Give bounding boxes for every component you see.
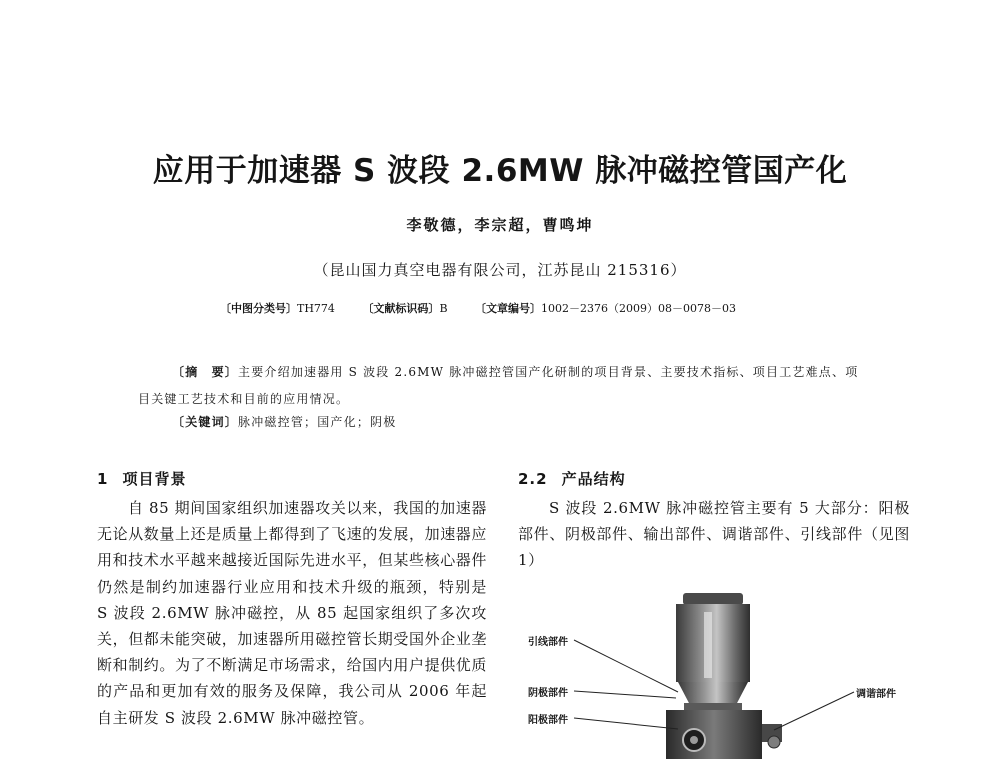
author-list: 李敬德，李宗超，曹鸣坤 (406, 216, 594, 234)
keywords-label: 〔关键词〕 (172, 415, 239, 429)
figure-label-lead: 引线部件 (528, 637, 568, 648)
clc-number (220, 299, 335, 319)
left-column (97, 464, 487, 731)
section-number: 2.2 (518, 470, 548, 488)
paper-title: 应用于加速器 S 波段 2.6MW 脉冲磁控管国产化 (152, 153, 848, 189)
section-title: 项目背景 (122, 470, 187, 488)
article-no-label: 〔文章编号〕 (475, 302, 542, 315)
section-heading-2-2 (518, 464, 910, 494)
section-number: 1 (97, 470, 109, 488)
article-number (475, 299, 736, 319)
right-column (518, 464, 910, 574)
document-code (362, 299, 447, 319)
tuning-leader-line (774, 692, 854, 730)
doc-code-label: 〔文献标识码〕 (362, 302, 440, 315)
doc-code-value: B (439, 302, 448, 315)
clc-label: 〔中图分类号〕 (220, 302, 297, 315)
figure-label-anode: 阳极部件 (528, 715, 568, 726)
figure-1-magnetron (518, 590, 918, 759)
keywords (172, 409, 862, 436)
abstract (138, 359, 862, 413)
figure-label-tuning: 调谐部件 (856, 689, 896, 700)
figure-label-cathode: 阴极部件 (528, 688, 568, 699)
cathode-leader-line (574, 691, 676, 698)
section-heading-1 (97, 464, 487, 494)
magnetron-drawing (518, 590, 918, 759)
abstract-label: 〔摘 要〕 (172, 365, 239, 379)
section-1-paragraph: 自 85 期间国家组织加速器攻关以来，我国的加速器无论从数量上还是质量上都得到了飞速的发展，加速器应用和技术水平越来越接近国际先进水平，但某些核心器件仍然是制约加速器行业应用和技术升级的瓶颈，特别是 S 波段 2.6MW 脉冲磁控，从 85 起国家组织了多次攻关，但都未能突破，加速器所用磁控管长期受国外企业垄断和制约。为了不断满足市场需求，给国内用户提供优质的产品和更加有效的服务及保障，我公司从 2006 年起自主研发 S 波段 2.6MW 脉冲磁控管。 (97, 499, 488, 727)
classification-line (220, 299, 800, 319)
anode-leader-line (574, 718, 678, 729)
section-2-2-paragraph: S 波段 2.6MW 脉冲磁控管主要有 5 大部分：阳极部件、阴极部件、输出部件、调谐部件、引线部件（见图 1） (518, 499, 910, 570)
clc-value: TH774 (297, 302, 335, 315)
keywords-text: 脉冲磁控管；国产化；阴极 (238, 415, 397, 429)
abstract-text: 主要介绍加速器用 S 波段 2.6MW 脉冲磁控管国产化研制的项目背景、主要技术指标、项目工艺难点、项目关键工艺技术和目前的应用情况。 (138, 365, 859, 406)
lead-cap (683, 593, 743, 605)
cathode-section (678, 682, 748, 705)
anode-block (666, 710, 762, 759)
lead-housing (676, 604, 750, 682)
section-title: 产品结构 (561, 470, 626, 488)
author-affiliation: （昆山国力真空电器有限公司，江苏昆山 215316） (313, 261, 687, 279)
lead-leader-line (574, 640, 678, 692)
article-no-value: 1002－2376（2009）08－0078－03 (541, 302, 737, 315)
